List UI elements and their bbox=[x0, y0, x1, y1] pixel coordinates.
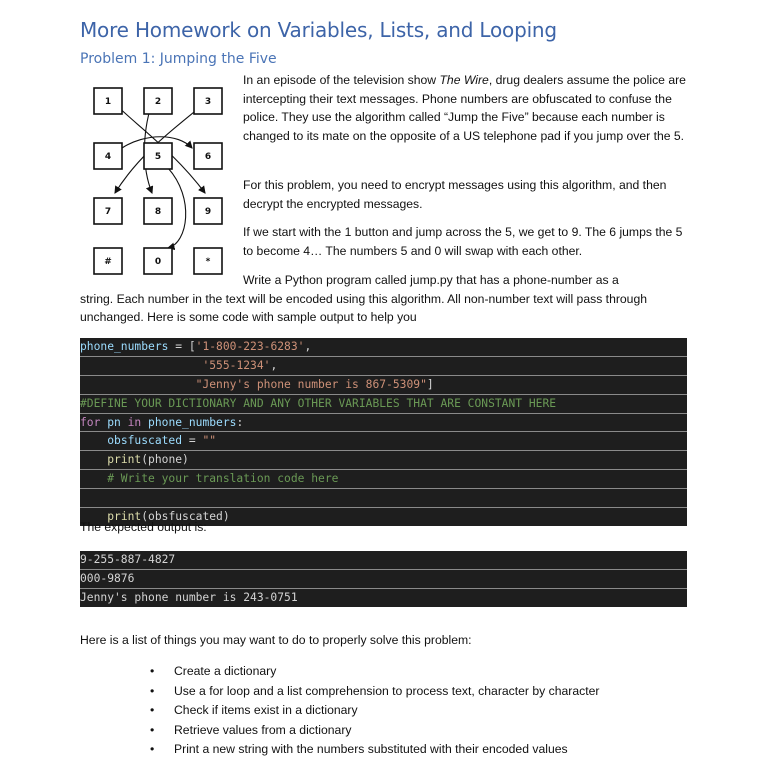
output-line: 000-9876 bbox=[80, 570, 687, 589]
code-line: #DEFINE YOUR DICTIONARY AND ANY OTHER VARIABLES THAT ARE CONSTANT HERE bbox=[80, 395, 687, 414]
program-paragraph-rest: string. Each number in the text will be encoded using this algorithm. All non-number text will pass through unchanged. Here is some code with sample output to help you bbox=[80, 291, 648, 325]
code-line: '555-1234', bbox=[80, 357, 687, 376]
keypad-key-label: 4 bbox=[104, 152, 112, 162]
bullet-icon: • bbox=[150, 742, 155, 757]
keypad-key-label: 3 bbox=[204, 97, 212, 107]
bullet-icon: • bbox=[150, 683, 155, 698]
list-item: • Use a for loop and a list comprehension to process text, character by character bbox=[150, 682, 599, 702]
keypad-key-label: # bbox=[104, 257, 112, 267]
document-title: More Homework on Variables, Lists, and Looping bbox=[80, 18, 557, 42]
intro-text-after: , drug dealers assume the police are intercepting their text messages. Phone numbers are obfuscated to confuse the police. They use the algorithm called “Jump the Five” because each number is changed to its mate on the opposite of a US telephone pad if you jump over the 5. bbox=[243, 73, 686, 144]
code-line: phone_numbers = ['1-800-223-6283', bbox=[80, 338, 687, 357]
task-paragraph: For this problem, you need to encrypt messages using this algorithm, and then decrypt the encrypted messages. bbox=[243, 178, 667, 211]
code-line: # Write your translation code here bbox=[80, 470, 687, 489]
show-title: The Wire bbox=[439, 73, 489, 87]
keypad-key-label: 6 bbox=[204, 152, 212, 162]
output-line: Jenny's phone number is 243-0751 bbox=[80, 590, 298, 604]
keypad-key-label: * bbox=[205, 257, 211, 267]
bullet-icon: • bbox=[150, 664, 155, 678]
code-line: for pn in phone_numbers: bbox=[80, 414, 687, 433]
todo-intro: Here is a list of things you may want to do to properly solve this problem: bbox=[80, 633, 472, 647]
list-item: • Print a new string with the numbers substituted with their encoded values bbox=[150, 740, 599, 760]
keypad-key-label: 2 bbox=[154, 97, 162, 107]
bullet-icon: • bbox=[150, 722, 155, 737]
keypad-key-label: 1 bbox=[104, 97, 112, 107]
code-line: print(phone) bbox=[80, 451, 687, 470]
list-item: • Check if items exist in a dictionary bbox=[150, 701, 599, 721]
keypad-key-label: 0 bbox=[154, 257, 162, 267]
keypad-key-label: 8 bbox=[154, 207, 162, 217]
list-item: • Retrieve values from a dictionary bbox=[150, 721, 599, 741]
code-line bbox=[80, 489, 687, 508]
code-line: print(obsfuscated) bbox=[107, 510, 230, 524]
problem-title: Problem 1: Jumping the Five bbox=[80, 51, 277, 67]
code-line: obsfuscated = "" bbox=[80, 432, 687, 451]
keypad-key-label: 5 bbox=[154, 152, 162, 162]
starter-code-block bbox=[80, 338, 687, 526]
intro-text-before: In an episode of the television show bbox=[243, 73, 440, 87]
intro-paragraph bbox=[243, 71, 688, 146]
program-paragraph bbox=[80, 271, 690, 327]
expected-output-block bbox=[80, 551, 687, 607]
keypad-key-label: 9 bbox=[204, 207, 212, 217]
todo-list bbox=[150, 662, 599, 760]
jump-rule-paragraph: If we start with the 1 button and jump across the 5, we get to 9. The 6 jumps the 5 to become 4… The numbers 5 and 0 will swap with each other. bbox=[243, 225, 683, 258]
output-line: 9-255-887-4827 bbox=[80, 551, 687, 570]
code-line: "Jenny's phone number is 867-5309"] bbox=[80, 376, 687, 395]
keypad-key-label: 7 bbox=[104, 207, 112, 217]
phone-keypad-diagram bbox=[80, 78, 240, 288]
list-item: • Create a dictionary bbox=[150, 662, 599, 682]
bullet-icon: • bbox=[150, 703, 155, 718]
program-paragraph-first-line: Write a Python program called jump.py that has a phone-number as a bbox=[243, 273, 619, 287]
expected-output-label: The expected output is: bbox=[80, 520, 207, 534]
